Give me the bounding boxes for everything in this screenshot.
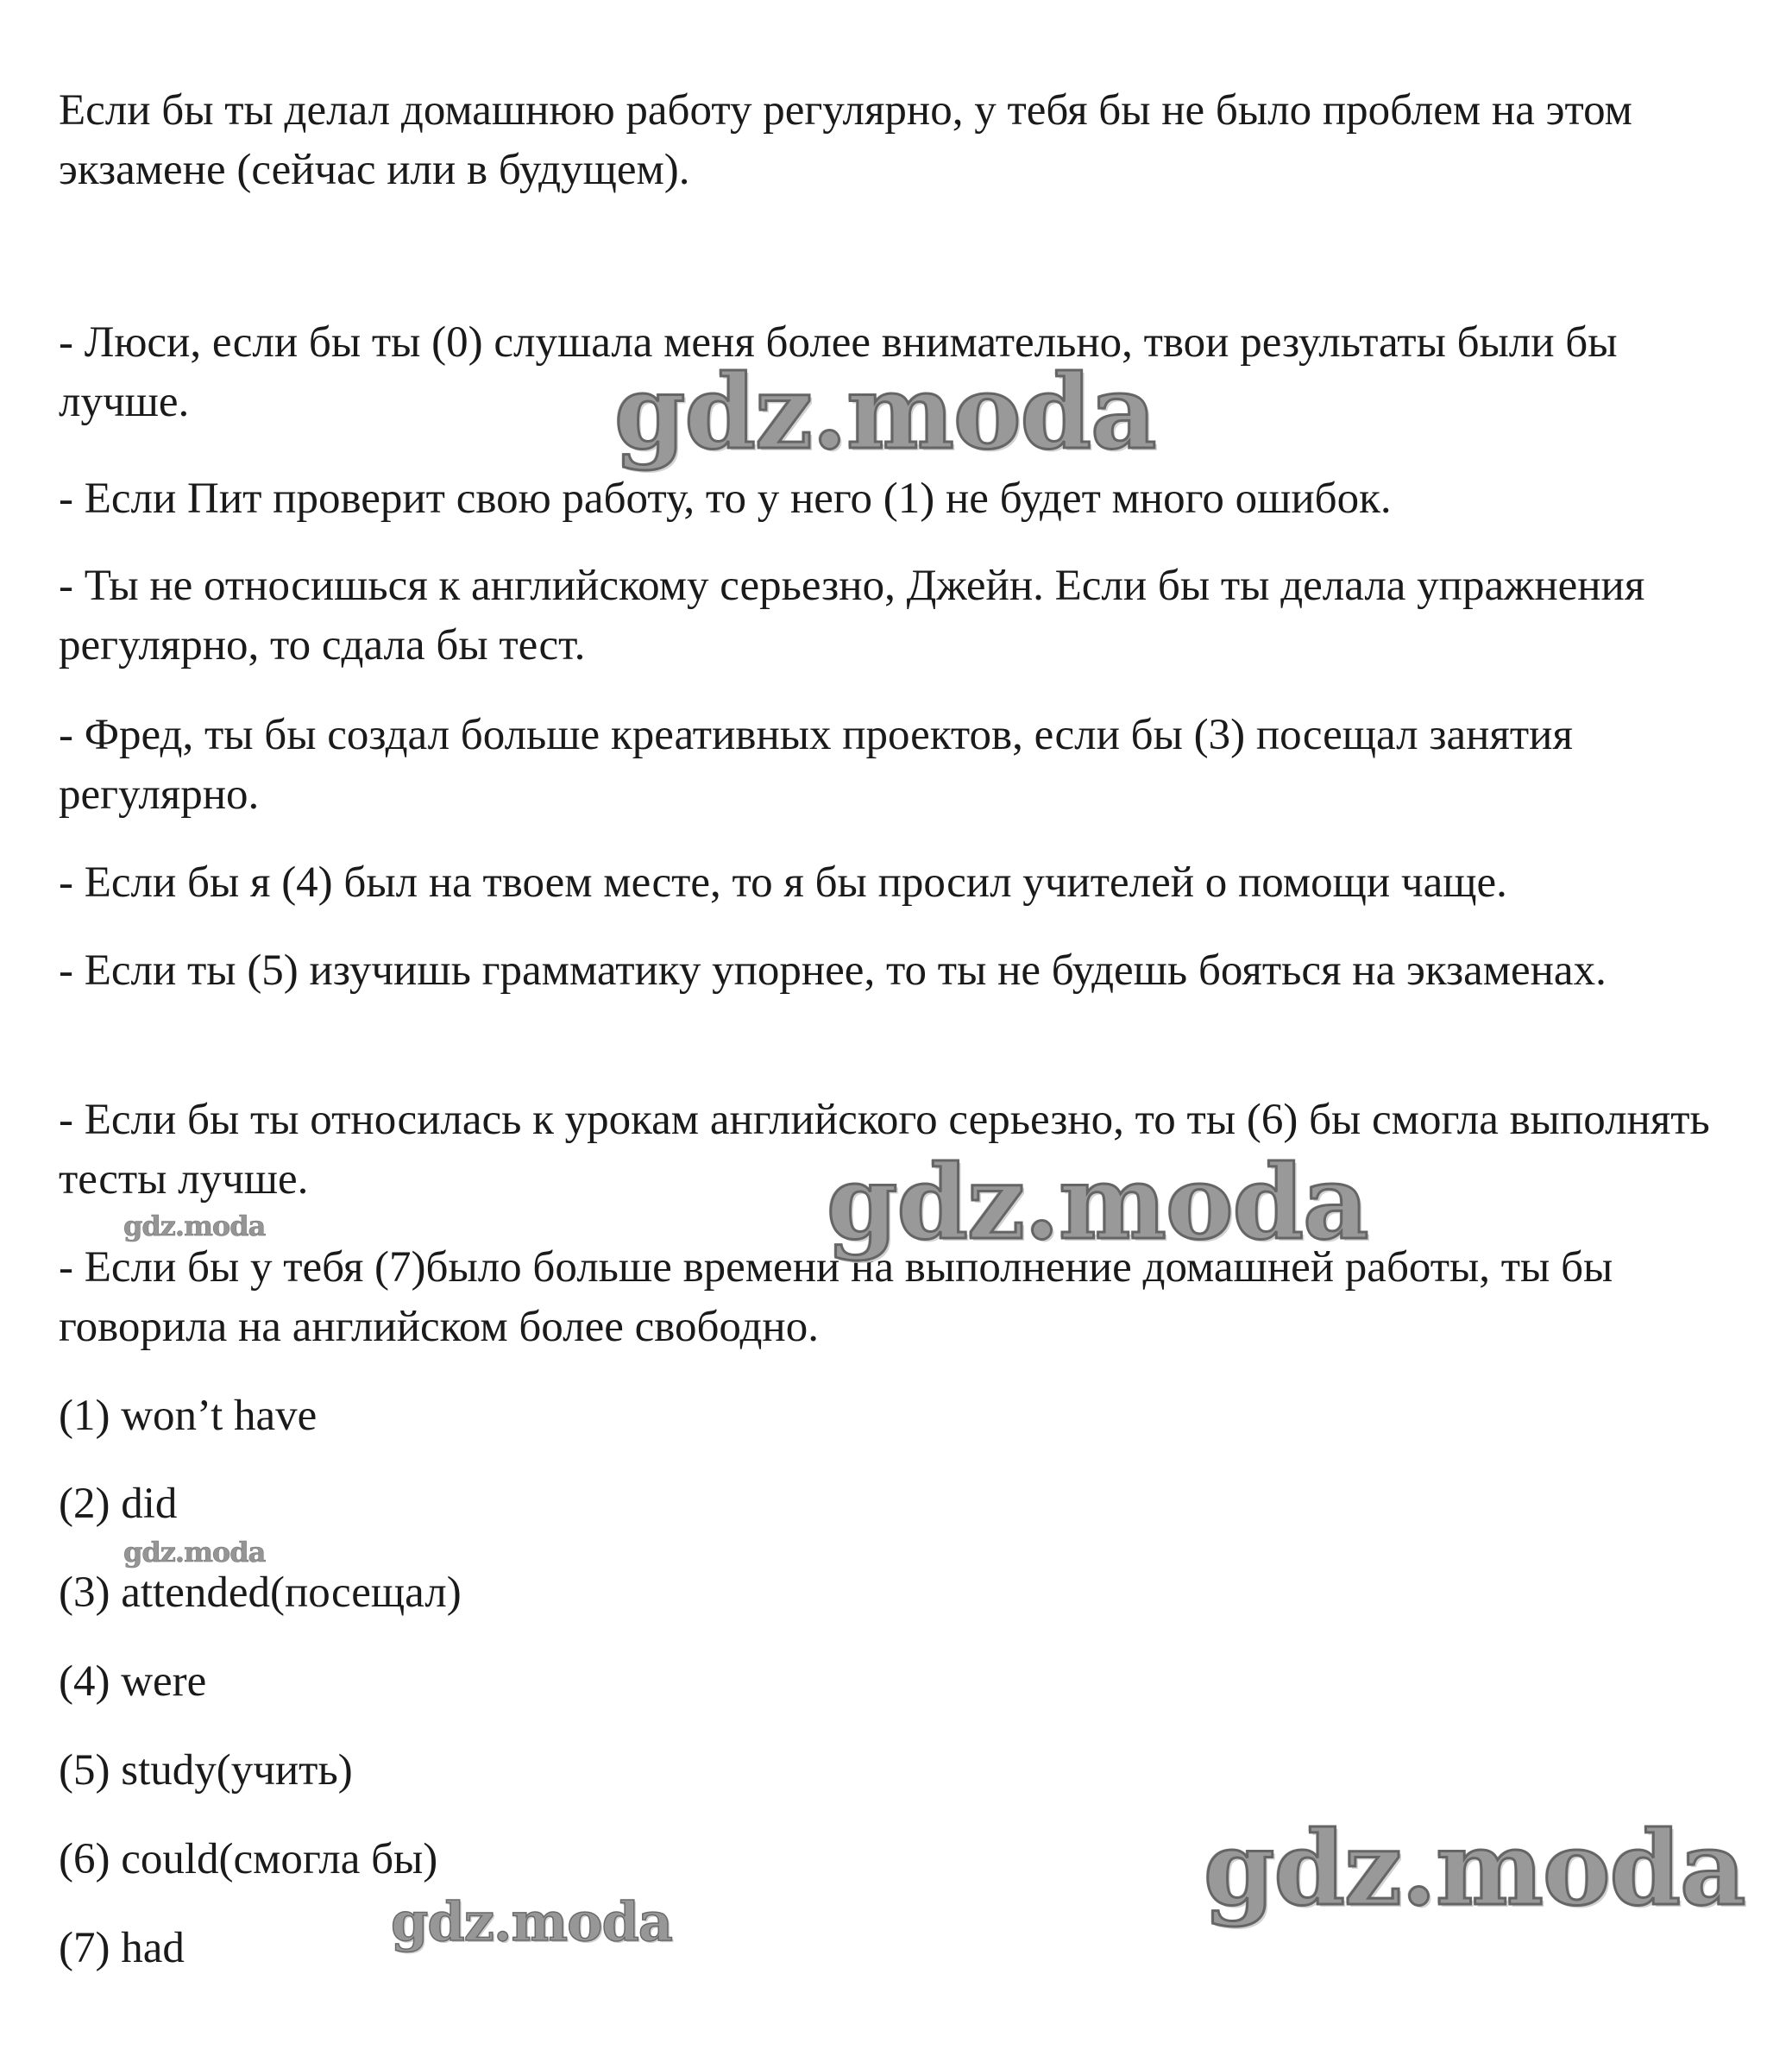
answer-line: (7) had xyxy=(59,1924,185,1972)
answer-line: (2) did xyxy=(59,1480,178,1528)
intro-paragraph: Если бы ты делал домашнюю работу регулярно, у тебя бы не было проблем на этом экзамене (сейчас или в будущем). xyxy=(59,86,1632,194)
sentence-paragraph: - Если бы ты относилась к урокам английского серьезно, то ты (6) бы смогла выполнять тесты лучше. xyxy=(59,1096,1710,1204)
sentence-paragraph: - Если бы я (4) был на твоем месте, то я бы просил учителей о помощи чаще. xyxy=(59,858,1507,907)
answer-line: (5) study(учить) xyxy=(59,1746,353,1795)
watermark-logo: gdz.moda xyxy=(123,1210,266,1242)
sentence-paragraph: - Если Пит проверит свою работу, то у него (1) не будет много ошибок. xyxy=(59,475,1392,523)
watermark-logo: gdz.moda xyxy=(827,1142,1368,1262)
answer-line: (3) attended(посещал) xyxy=(59,1569,462,1617)
watermark-logo: gdz.moda xyxy=(123,1536,266,1569)
sentence-paragraph: - Если бы у тебя (7)было больше времени на выполнение домашней работы, ты бы говорила на английском более свободно. xyxy=(59,1243,1613,1351)
answer-line: (6) could(смогла бы) xyxy=(59,1835,438,1883)
sentence-paragraph: - Ты не относишься к английскому серьезно, Джейн. Если бы ты делала упражнения регулярно, то сдала бы тест. xyxy=(59,562,1645,670)
sentence-paragraph: - Если ты (5) изучишь грамматику упорнее, то ты не будешь бояться на экзаменах. xyxy=(59,946,1607,995)
sentence-paragraph: - Фред, ты бы создал больше креативных проектов, если бы (3) посещал занятия регулярно. xyxy=(59,711,1573,819)
watermark-logo: gdz.moda xyxy=(614,352,1156,472)
sentence-paragraph: - Люси, если бы ты (0) слушала меня более внимательно, твои результаты были бы лучше. xyxy=(59,318,1618,426)
answer-line: (4) were xyxy=(59,1657,207,1706)
watermark-logo: gdz.moda xyxy=(1204,1808,1745,1928)
answer-line: (1) won’t have xyxy=(59,1392,318,1440)
watermark-logo: gdz.moda xyxy=(391,1890,672,1953)
